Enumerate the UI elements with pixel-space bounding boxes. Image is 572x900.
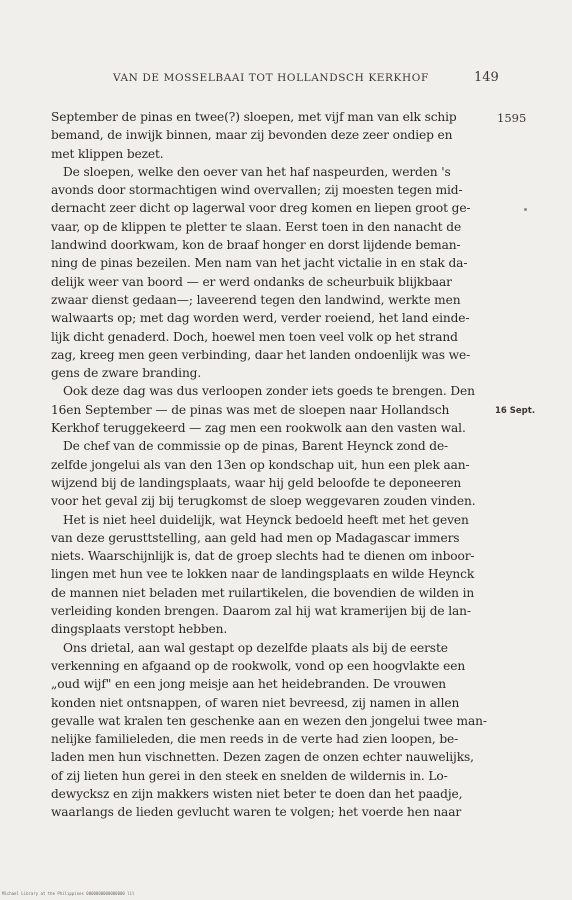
text-line: verkenning en afgaand op de rookwolk, vond op een hoogvlakte een bbox=[51, 658, 466, 673]
text-line: 16en September — de pinas was met de sloepen naar Hollandsch bbox=[51, 402, 450, 417]
text-line: wijzend bij de landingsplaats, waar hij geld beloofde te deponeeren bbox=[51, 475, 462, 490]
text-line: dingsplaats verstopt hebben. bbox=[51, 622, 228, 637]
page-number: 149 bbox=[474, 70, 499, 85]
text-line: of zij lieten hun gerei in den steek en snelden de wildernis in. Lo- bbox=[51, 768, 448, 783]
text-line: waarlangs de lieden gevlucht waren te volgen; het voerde hen naar bbox=[51, 805, 462, 820]
text-line: walwaarts op; met dag worden werd, verder roeiend, het land einde- bbox=[51, 311, 470, 326]
text-line: nelijke familieleden, die men reeds in de verte had zien loopen, be- bbox=[51, 732, 459, 747]
text-line: de mannen niet beladen met ruilartikelen, die bovendien de wilden in bbox=[51, 585, 475, 600]
paper-speck bbox=[524, 208, 527, 211]
text-line: September de pinas en twee(?) sloepen, met vijf man van elk schip bbox=[51, 110, 457, 124]
text-line: De chef van de commissie op de pinas, Barent Heynck zond de- bbox=[63, 439, 449, 454]
margin-note-date: 16 Sept. bbox=[495, 406, 536, 416]
running-title: VAN DE MOSSELBAAI TOT HOLLANDSCH KERKHOF bbox=[113, 72, 429, 84]
text-line: verleiding konden brengen. Daarom zal hij wat kramerijen bij de lan- bbox=[51, 604, 471, 619]
text-line: Ons drietal, aan wal gestapt op dezelfde plaats als bij de eerste bbox=[63, 640, 448, 655]
text-line: vaar, op de klippen te pletter te slaan. Eerst toen in den nanacht de bbox=[51, 219, 462, 234]
text-line: met klippen bezet. bbox=[51, 146, 164, 161]
text-line: landwind doorkwam, kon de braaf honger en dorst lijdende beman- bbox=[51, 238, 461, 253]
text-line: avonds door stormachtigen wind overvallen; zij moesten tegen mid- bbox=[51, 183, 463, 198]
text-line: ning de pinas bezeilen. Men nam van het jacht victalie in en stak da- bbox=[51, 256, 468, 271]
text-line: laden men hun vischnetten. Dezen zagen de onzen echter nauwelijks, bbox=[51, 750, 474, 765]
body-text bbox=[51, 108, 491, 822]
text-line: voor het geval zij bij terugkomst de sloep weggevaren zouden vinden. bbox=[51, 494, 476, 509]
text-line: lijk dicht genaderd. Doch, hoewel men toen veel volk op het strand bbox=[51, 329, 458, 344]
text-line: Kerkhof teruggekeerd — zag men een rookwolk aan den vasten wal. bbox=[51, 421, 466, 436]
text-line: delijk weer van boord — er werd ondanks de scheurbuik blijkbaar bbox=[51, 274, 452, 289]
text-line: Het is niet heel duidelijk, wat Heynck bedoeld heeft met het geven bbox=[63, 512, 469, 527]
text-line: zwaar dienst gedaan—; laveerend tegen den landwind, werkte men bbox=[51, 292, 461, 307]
text-line: lingen met hun vee te lokken naar de landingsplaats en wilde Heynck bbox=[51, 567, 475, 582]
text-line: niets. Waarschijnlijk is, dat de groep slechts had te dienen om inboor- bbox=[51, 549, 475, 564]
text-line: Ook deze dag was dus verloopen zonder iets goeds te brengen. Den bbox=[63, 384, 475, 399]
text-line: dewycksz en zijn makkers wisten niet beter te doen dan het paadje, bbox=[51, 786, 463, 801]
scan-footer: Michael Library at the Philippines 0000000000000000 lil bbox=[2, 891, 135, 896]
text-line: konden niet ontsnappen, of waren niet bevreesd, zij namen in allen bbox=[51, 695, 460, 710]
text-line: bemand, de inwijk binnen, maar zij bevonden deze zeer ondiep en bbox=[51, 128, 453, 143]
margin-note-year: 1595 bbox=[497, 111, 527, 125]
text-line: zag, kreeg men geen verbinding, daar het landen ondoenlijk was we- bbox=[51, 347, 471, 362]
text-line: gevalle wat kralen ten geschenke aan en wezen den jongelui twee man- bbox=[51, 713, 487, 728]
text-line: „oud wijf" en een jong meisje aan het heidebranden. De vrouwen bbox=[51, 677, 447, 692]
text-line: dernacht zeer dicht op lagerwal voor dreg komen en liepen groot ge- bbox=[51, 201, 471, 216]
text-line: van deze gerusttstelling, aan geld had men op Madagascar immers bbox=[51, 530, 460, 545]
text-line: gens de zware branding. bbox=[51, 366, 202, 381]
text-line: De sloepen, welke den oever van het haf naspeurden, werden 's bbox=[63, 164, 451, 179]
text-line: zelfde jongelui als van den 13en op kondschap uit, hun een plek aan- bbox=[51, 457, 470, 472]
